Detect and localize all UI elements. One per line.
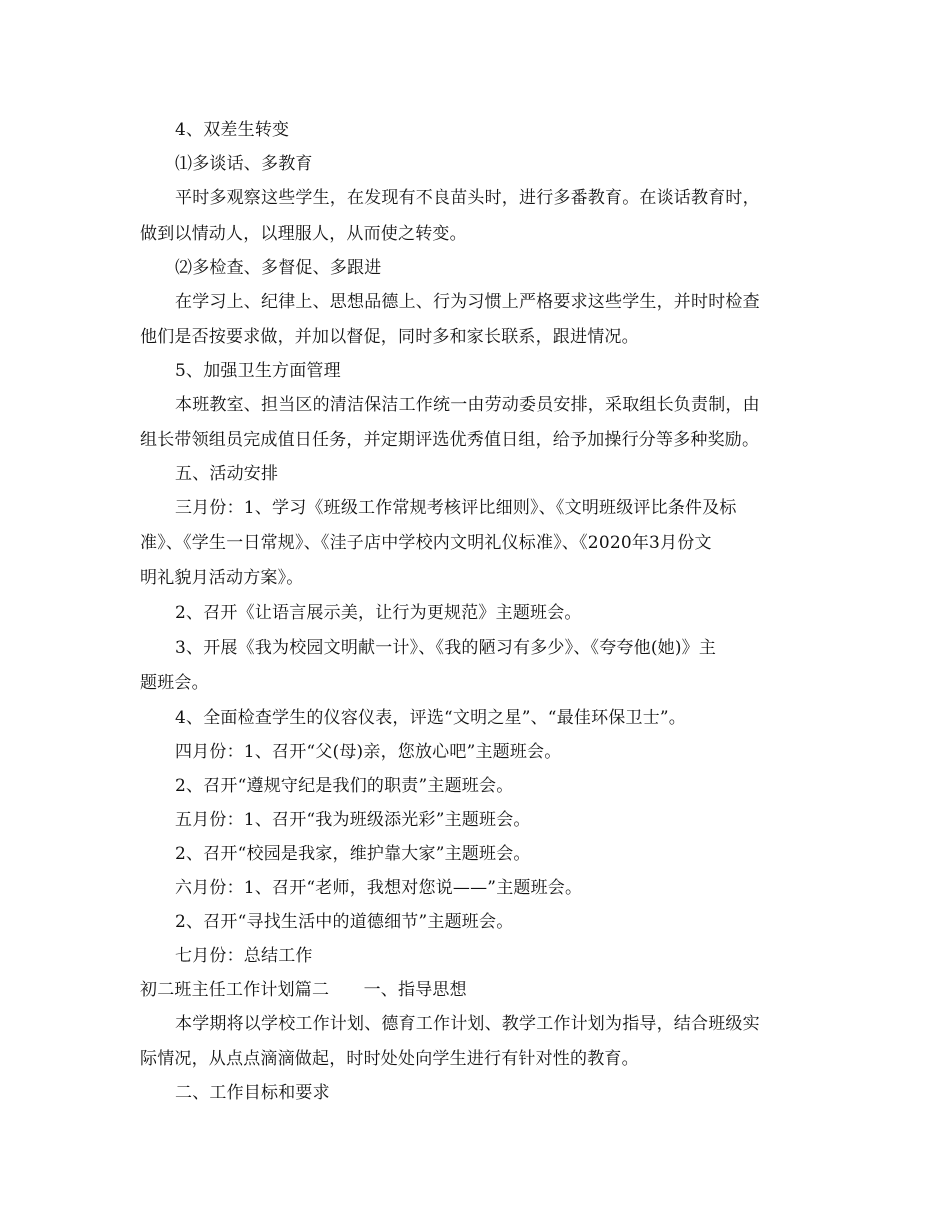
text-line: 三月份：1、学习《班级工作常规考核评比细则》、《文明班级评比条件及标 xyxy=(175,498,737,518)
text-line: 2、召开“寻找生活中的道德细节”主题班会。 xyxy=(175,912,514,932)
text-line: 际情况，从点点滴滴做起，时时处处向学生进行有针对性的教育。 xyxy=(140,1049,639,1069)
text-line: 平时多观察这些学生，在发现有不良苗头时，进行多番教育。在谈话教育时， xyxy=(175,188,760,208)
text-line: 做到以情动人，以理服人，从而使之转变。 xyxy=(140,224,467,244)
text-line: 四月份：1、召开“父(母)亲，您放心吧”主题班会。 xyxy=(175,742,562,762)
text-line: 题班会。 xyxy=(140,673,209,693)
text-line: ⑴多谈话、多教育 xyxy=(175,154,313,174)
text-line: 五月份：1、召开“我为班级添光彩”主题班会。 xyxy=(175,810,531,830)
text-line: 2、召开“校园是我家，维护靠大家”主题班会。 xyxy=(175,844,531,864)
text-line: 5、加强卫生方面管理 xyxy=(175,361,341,381)
text-line: 本学期将以学校工作计划、德育工作计划、教学工作计划为指导，结合班级实 xyxy=(175,1014,760,1034)
text-line: 五、活动安排 xyxy=(175,464,279,484)
section-heading: 初二班主任工作计划篇二 一、指导思想 xyxy=(140,980,467,1000)
text-line: 本班教室、担当区的清洁保洁工作统一由劳动委员安排，采取组长负责制，由 xyxy=(175,395,760,415)
text-line: 六月份：1、召开“老师，我想对您说——”主题班会。 xyxy=(175,878,583,898)
text-line: 二、工作目标和要求 xyxy=(175,1083,330,1103)
text-line: 七月份：总结工作 xyxy=(175,946,313,966)
text-line: 准》、《学生一日常规》、《洼子店中学校内文明礼仪标准》、《2020年3月份文 xyxy=(140,533,712,553)
text-line: 3、开展《我为校园文明献一计》、《我的陋习有多少》、《夸夸他(她)》主 xyxy=(175,638,717,658)
text-line: 明礼貌月活动方案》。 xyxy=(140,568,304,588)
text-line: 2、召开“遵规守纪是我们的职责”主题班会。 xyxy=(175,776,514,796)
text-line: 他们是否按要求做，并加以督促，同时多和家长联系，跟进情况。 xyxy=(140,327,639,347)
text-line: ⑵多检查、多督促、多跟进 xyxy=(175,258,382,278)
text-line: 2、召开《让语言展示美，让行为更规范》主题班会。 xyxy=(175,603,582,623)
text-line: 在学习上、纪律上、思想品德上、行为习惯上严格要求这些学生，并时时检查 xyxy=(175,292,760,312)
text-line: 4、双差生转变 xyxy=(175,120,290,140)
text-line: 4、全面检查学生的仪容仪表，评选“文明之星”、“最佳环保卫士”。 xyxy=(175,708,686,728)
text-line: 组长带领组员完成值日任务，并定期评选优秀值日组，给予加操行分等多种奖励。 xyxy=(140,430,760,450)
